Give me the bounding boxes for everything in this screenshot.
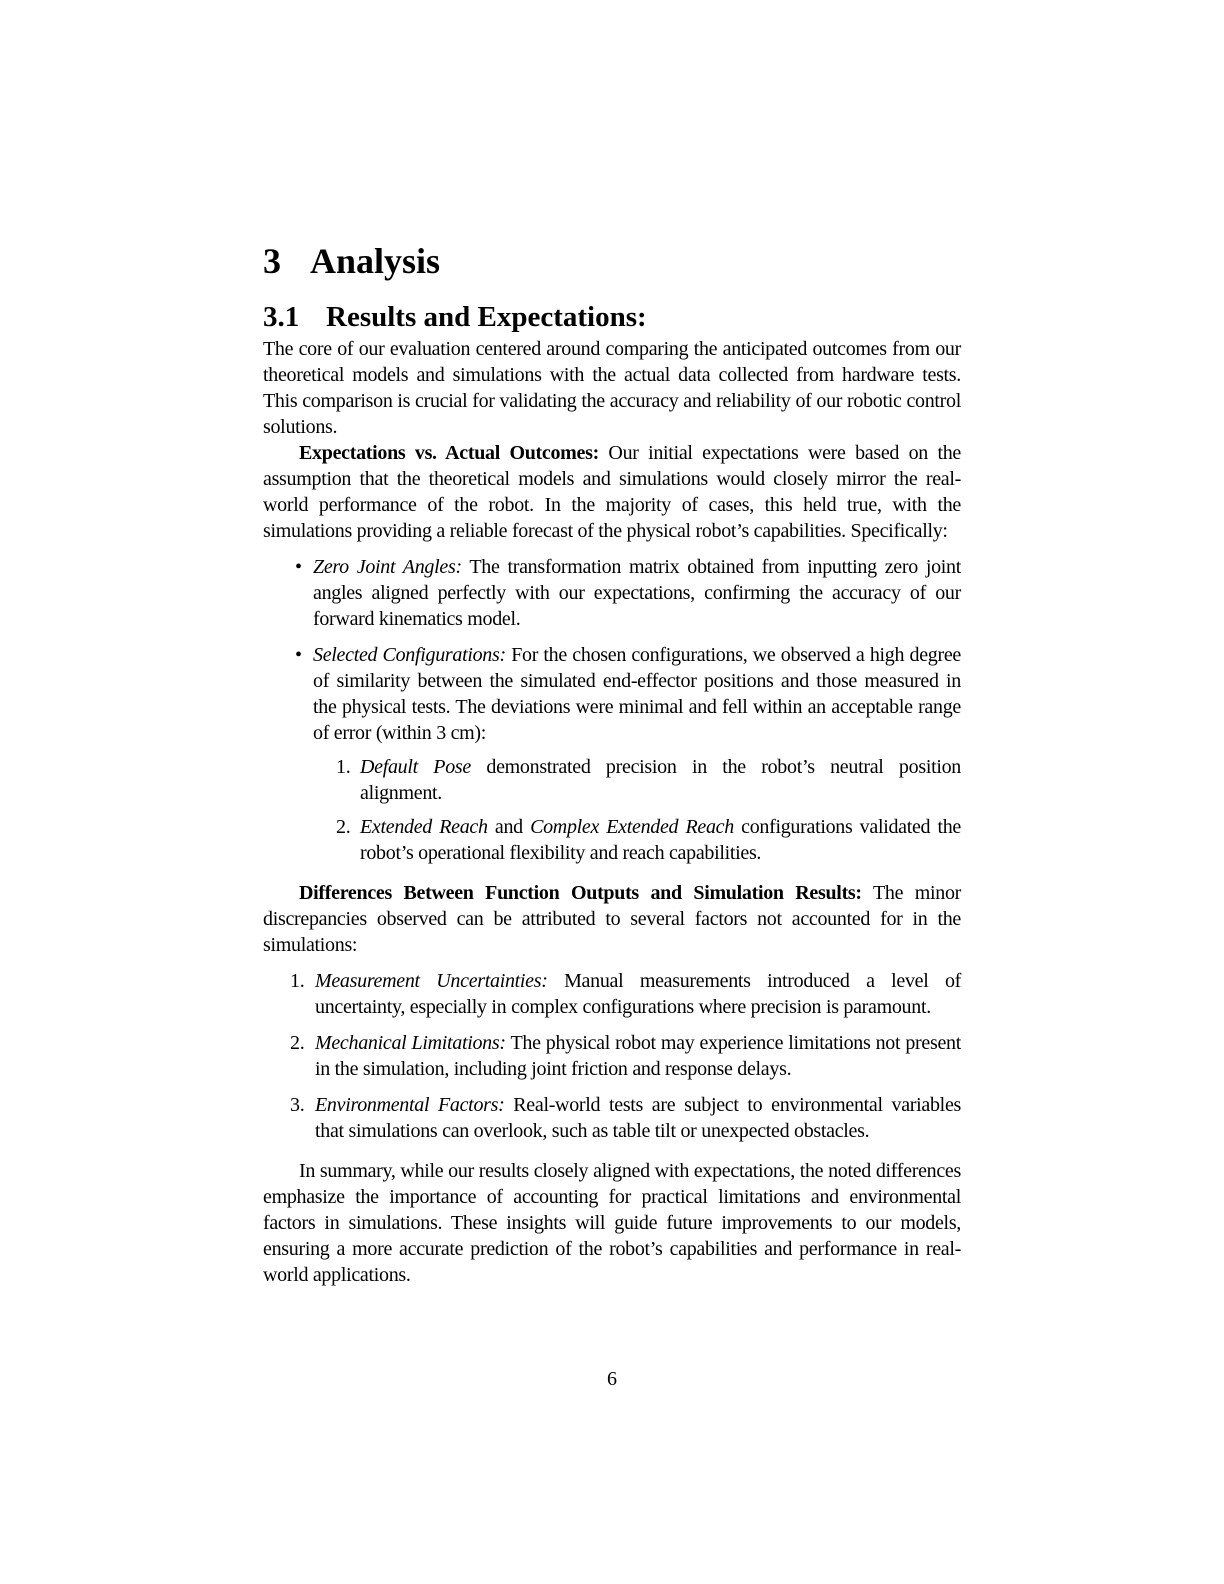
bullet-marker-icon: •: [295, 644, 302, 666]
subsection-number: 3.1: [263, 301, 300, 333]
factor-item-environmental-factors: [290, 1092, 962, 1144]
pose-text-rest: configurations validated the robot’s operational flexibility and reach capabilities.: [360, 816, 961, 864]
pose-text: demonstrated precision in the robot’s neutral position alignment.: [360, 756, 961, 804]
list-number: 2.: [290, 1032, 305, 1054]
pose-text: and: [487, 816, 531, 838]
pose-sublist: [313, 754, 961, 866]
differences-lead: Differences Between Function Outputs and Simulation Results:: [299, 882, 862, 904]
subsection-heading: [263, 302, 961, 333]
list-number: 1.: [290, 970, 305, 992]
bullet-marker-icon: •: [295, 556, 302, 578]
bullet-body: The transformation matrix obtained from inputting zero joint angles aligned perfectly with our expectations, confirming the accuracy of our forward kinematics model.: [313, 556, 961, 630]
factor-lead: Environmental Factors:: [315, 1094, 505, 1116]
differences-body: The minor discrepancies observed can be attributed to several factors not accounted for in the simulations:: [263, 882, 962, 956]
pose-item-extended-reach: [336, 814, 961, 866]
expectations-body: Our initial expectations were based on the assumption that the theoretical models and simulations would closely mirror the real-world performance of the robot. In the majority of cases, this held true, with the simulations providing a reliable forecast of the physical robot’s capabilities. Specifically:: [263, 442, 961, 542]
list-number: 3.: [290, 1094, 305, 1116]
page-number: 6: [607, 1368, 617, 1390]
section-title: Analysis: [310, 241, 441, 281]
expectations-paragraph: [263, 440, 961, 544]
pose-name: Extended Reach: [360, 816, 488, 838]
factors-list: [263, 968, 961, 1144]
subsection-title: Results and Expectations:: [326, 301, 647, 333]
factor-body: Real-world tests are subject to environmental variables that simulations can overlook, such as table tilt or unexpected obstacles.: [315, 1094, 962, 1142]
page-content: [263, 242, 961, 1288]
pose-item-default-pose: [336, 754, 961, 806]
bullet-lead: Zero Joint Angles:: [313, 556, 462, 578]
intro-paragraph: The core of our evaluation centered around comparing the anticipated outcomes from our theoretical models and simulations with the actual data collected from hardware tests. This comparison is crucial for validating the accuracy and reliability of our robotic control solutions.: [263, 338, 961, 438]
pose-name-secondary: Complex Extended Reach: [530, 816, 734, 838]
factor-body: The physical robot may experience limitations not present in the simulation, including joint friction and response delays.: [315, 1032, 962, 1080]
list-number: 1.: [336, 756, 351, 778]
bullet-item-zero-joint-angles: [295, 554, 961, 632]
expectations-lead: Expectations vs. Actual Outcomes:: [299, 442, 599, 464]
pose-name: Default Pose: [360, 756, 471, 778]
factor-body: Manual measurements introduced a level of uncertainty, especially in complex configurations where precision is paramount.: [315, 970, 962, 1018]
factor-item-mechanical-limitations: [290, 1030, 962, 1082]
factor-lead: Mechanical Limitations:: [315, 1032, 506, 1054]
bullet-body: For the chosen configurations, we observed a high degree of similarity between the simulated end-effector positions and those measured in the physical tests. The deviations were minimal and fell within an acceptable range of error (within 3 cm):: [313, 644, 962, 744]
observations-bullet-list: [263, 554, 961, 866]
section-number: 3: [263, 241, 281, 281]
bullet-item-selected-configurations: [295, 642, 962, 866]
list-number: 2.: [336, 816, 351, 838]
factor-lead: Measurement Uncertainties:: [315, 970, 548, 992]
summary-paragraph: In summary, while our results closely aligned with expectations, the noted differences emphasize the importance of accounting for practical limitations and environmental factors in simulations. These insights will guide future improvements to our models, ensuring a more accurate prediction of the robot’s capabilities and performance in real-world applications.: [263, 1160, 961, 1286]
bullet-lead: Selected Configurations:: [313, 644, 506, 666]
section-heading: [263, 242, 961, 280]
differences-paragraph: [263, 880, 961, 958]
factor-item-measurement-uncertainties: [290, 968, 962, 1020]
